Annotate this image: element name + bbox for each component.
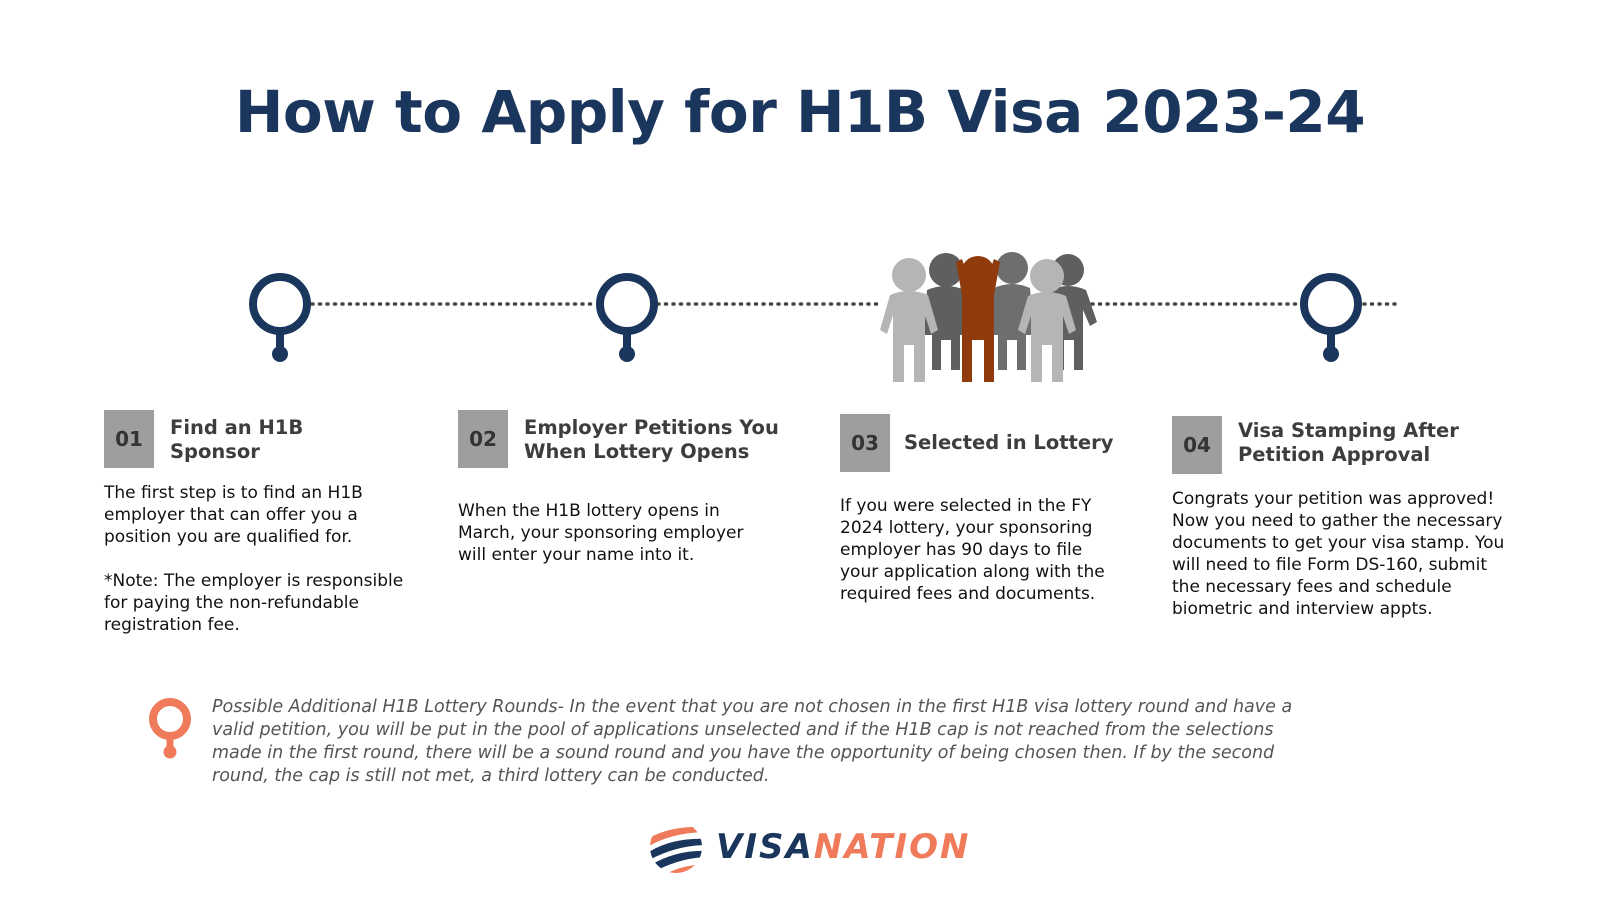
step-title: [904, 431, 1164, 455]
step-title-line: Selected in Lottery: [904, 431, 1114, 454]
step-title-line: Sponsor: [170, 440, 260, 463]
step-title: [1238, 419, 1518, 467]
step-description: [1172, 488, 1517, 620]
step-title-line: Employer Petitions You: [524, 416, 779, 439]
step-description-paragraph: If you were selected in the FY 2024 lottery, your sponsoring employer has 90 days to file your application along with the required fees and documents.: [840, 496, 1105, 604]
step-title-line: Petition Approval: [1238, 443, 1431, 466]
step-number-badge: 03: [840, 414, 890, 472]
step-title-line: When Lottery Opens: [524, 440, 750, 463]
brand-logo: [648, 818, 970, 876]
location-pin-icon: [1304, 277, 1358, 362]
step-description: [840, 495, 1120, 605]
crowd-people-icon: [880, 252, 1097, 382]
location-pin-icon: [253, 277, 307, 362]
step-number-badge: 04: [1172, 416, 1222, 474]
additional-rounds-note: Possible Additional H1B Lottery Rounds- In the event that you are not chosen in the first H1B visa lottery round and have a valid petition, you will be put in the pool of applications unselected and if the H1B cap is not reached from the selections made in the first round, there will be a sound round and you have the opportunity of being chosen then. If by the second round, the cap is still not met, a third lottery can be conducted.: [212, 697, 1293, 786]
timeline: [0, 240, 1600, 400]
step-description-paragraph: *Note: The employer is responsible for paying the non-refundable registration fee.: [104, 571, 404, 635]
location-pin-icon: [600, 277, 654, 362]
step-description-paragraph: The first step is to find an H1B employer that can offer you a position you are qualified for.: [104, 483, 363, 547]
step-description-paragraph: Congrats your petition was approved! Now you need to gather the necessary documents to get your visa stamp. You will need to file Form DS-160, submit the necessary fees and schedule biometric and interview appts.: [1172, 489, 1505, 619]
step-description-paragraph: When the H1B lottery opens in March, your sponsoring employer will enter your name into it.: [458, 501, 744, 565]
step-title: [524, 416, 824, 464]
logo-text-visa: VISA: [716, 827, 814, 867]
logo-wordmark: [716, 827, 970, 867]
step-number-badge: 02: [458, 410, 508, 468]
logo-mark-icon: [648, 819, 704, 875]
step-description: [104, 482, 404, 636]
step-title: [170, 416, 420, 464]
step-description: [458, 500, 768, 566]
step-title-line: Find an H1B: [170, 416, 304, 439]
page-title: How to Apply for H1B Visa 2023-24: [234, 78, 1366, 146]
logo-text-nation: NATION: [813, 827, 971, 867]
step-title-line: Visa Stamping After: [1238, 419, 1459, 442]
step-number-badge: 01: [104, 410, 154, 468]
location-pin-icon: [148, 698, 192, 760]
